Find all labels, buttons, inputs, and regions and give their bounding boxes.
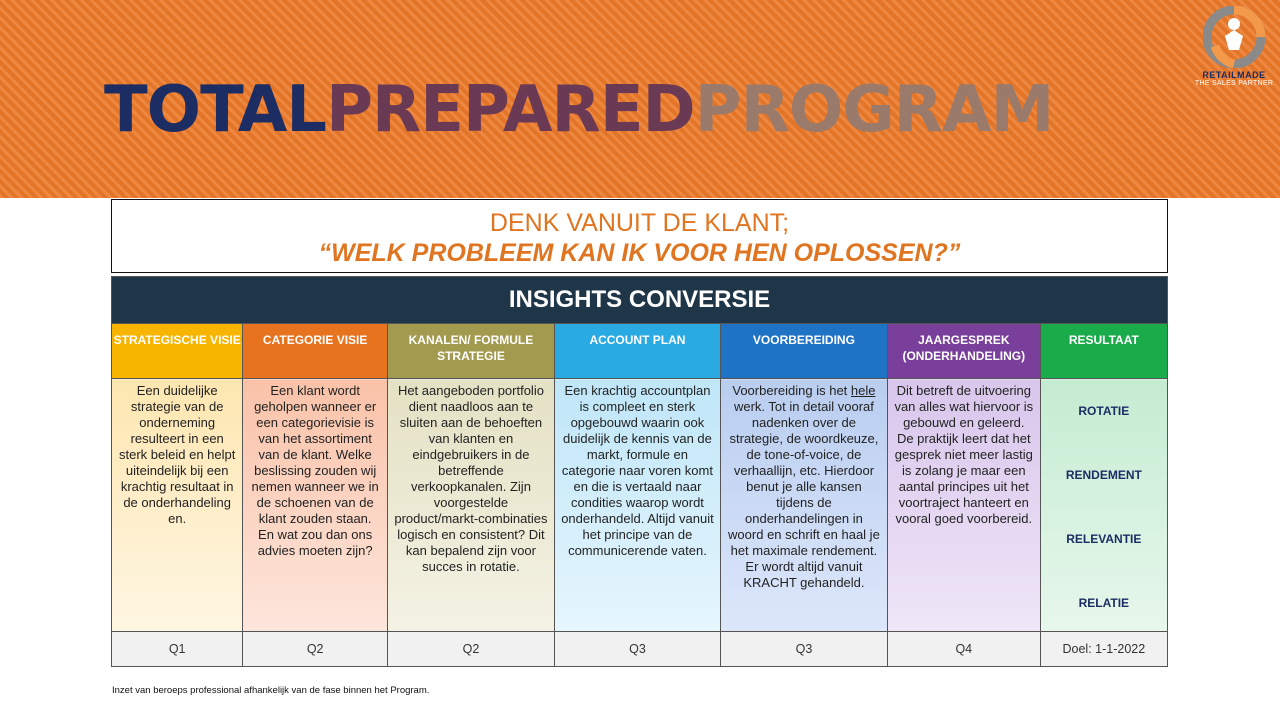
column-body: Een klant wordt geholpen wanneer er een categorievisie is van het assortiment van de klant. Welke beslissing zouden wij nemen wanneer we in de schoenen van de klant zouden staan. En wat zou dan ons advies moeten zijn? <box>243 379 388 632</box>
table-title: INSIGHTS CONVERSIE <box>112 277 1168 324</box>
column-headers-row <box>112 324 1168 379</box>
result-item: RELEVANTIE <box>1066 532 1142 546</box>
result-item: RELATIE <box>1078 596 1130 610</box>
logo-name: RETAILMADE <box>1202 70 1266 80</box>
quarter-cell: Q2 <box>387 632 554 667</box>
footnote: Inzet van beroeps professional afhankelijk van de fase binnen het Program. <box>112 685 430 696</box>
quarter-row <box>112 632 1168 667</box>
insights-table <box>111 276 1168 667</box>
column-header: RESULTAAT <box>1040 324 1167 379</box>
program-title: TOTALPREPAREDPROGRAM <box>104 73 1054 147</box>
column-body-row <box>112 379 1168 632</box>
retailmade-logo <box>1194 6 1274 102</box>
column-body: Een krachtig accountplan is compleet en sterk opgebouwd waarin ook duidelijk de kennis van de markt, formule en categorie naar voren komt en die is vertaald naar condities waarop wordt onderhandeld. Altijd vanuit het principe van de communicerende vaten. <box>554 379 720 632</box>
quarter-cell: Q4 <box>887 632 1040 667</box>
column-body: Dit betreft de uitvoering van alles wat hiervoor is gebouwd en geleerd. De praktijk leert dat het gesprek niet meer lastig is zolang je maar een aantal principes uit het voortraject hanteert en vooral goed voorbereid. <box>887 379 1040 632</box>
column-body: Het aangeboden portfolio dient naadloos aan te sluiten aan de behoeften van klanten en eindgebruikers in de betreffende verkoopkanalen. Zijn voorgestelde product/markt-combinaties logisch en consistent? Dit kan bepalend zijn voor succes in rotatie. <box>387 379 554 632</box>
quarter-cell: Q2 <box>243 632 388 667</box>
quote-line-1: DENK VANUIT DE KLANT; <box>489 209 790 237</box>
result-item: RENDEMENT <box>1065 468 1142 482</box>
quarter-cell: Q3 <box>554 632 720 667</box>
logo-tagline: THE SALES PARTNER <box>1194 80 1274 87</box>
results-list <box>1040 379 1167 632</box>
quarter-cell: Q3 <box>720 632 887 667</box>
quarter-cell: Q1 <box>112 632 243 667</box>
column-header: ACCOUNT PLAN <box>554 324 720 379</box>
column-header: VOORBEREIDING <box>720 324 887 379</box>
column-body: Een duidelijke strategie van de onderneming resulteert in een sterk beleid en helpt uiteindelijk bij een krachtig resultaat in de onderhandeling en. <box>112 379 243 632</box>
column-body: Voorbereiding is het hele werk. Tot in detail vooraf nadenken over de strategie, de woordkeuze, de tone-of-voice, de verhaallijn, etc. Hierdoor benut je alle kansen tijdens de onderhandelingen in woord en schrift en haal je het maximale rendement. Er wordt altijd vanuit KRACHT gehandeld. <box>720 379 887 632</box>
column-header: KANALEN/ FORMULE STRATEGIE <box>387 324 554 379</box>
quote-line-2: “WELK PROBLEEM KAN IK VOOR HEN OPLOSSEN?” <box>318 239 961 267</box>
quarter-cell: Doel: 1-1-2022 <box>1040 632 1167 667</box>
quote-box <box>111 199 1168 273</box>
column-header: STRATEGISCHE VISIE <box>112 324 243 379</box>
header-banner <box>0 0 1280 198</box>
logo-mark-icon <box>1203 6 1265 68</box>
column-header: CATEGORIE VISIE <box>243 324 388 379</box>
result-item: ROTATIE <box>1078 404 1130 418</box>
column-header: JAARGESPREK (ONDERHANDELING) <box>887 324 1040 379</box>
